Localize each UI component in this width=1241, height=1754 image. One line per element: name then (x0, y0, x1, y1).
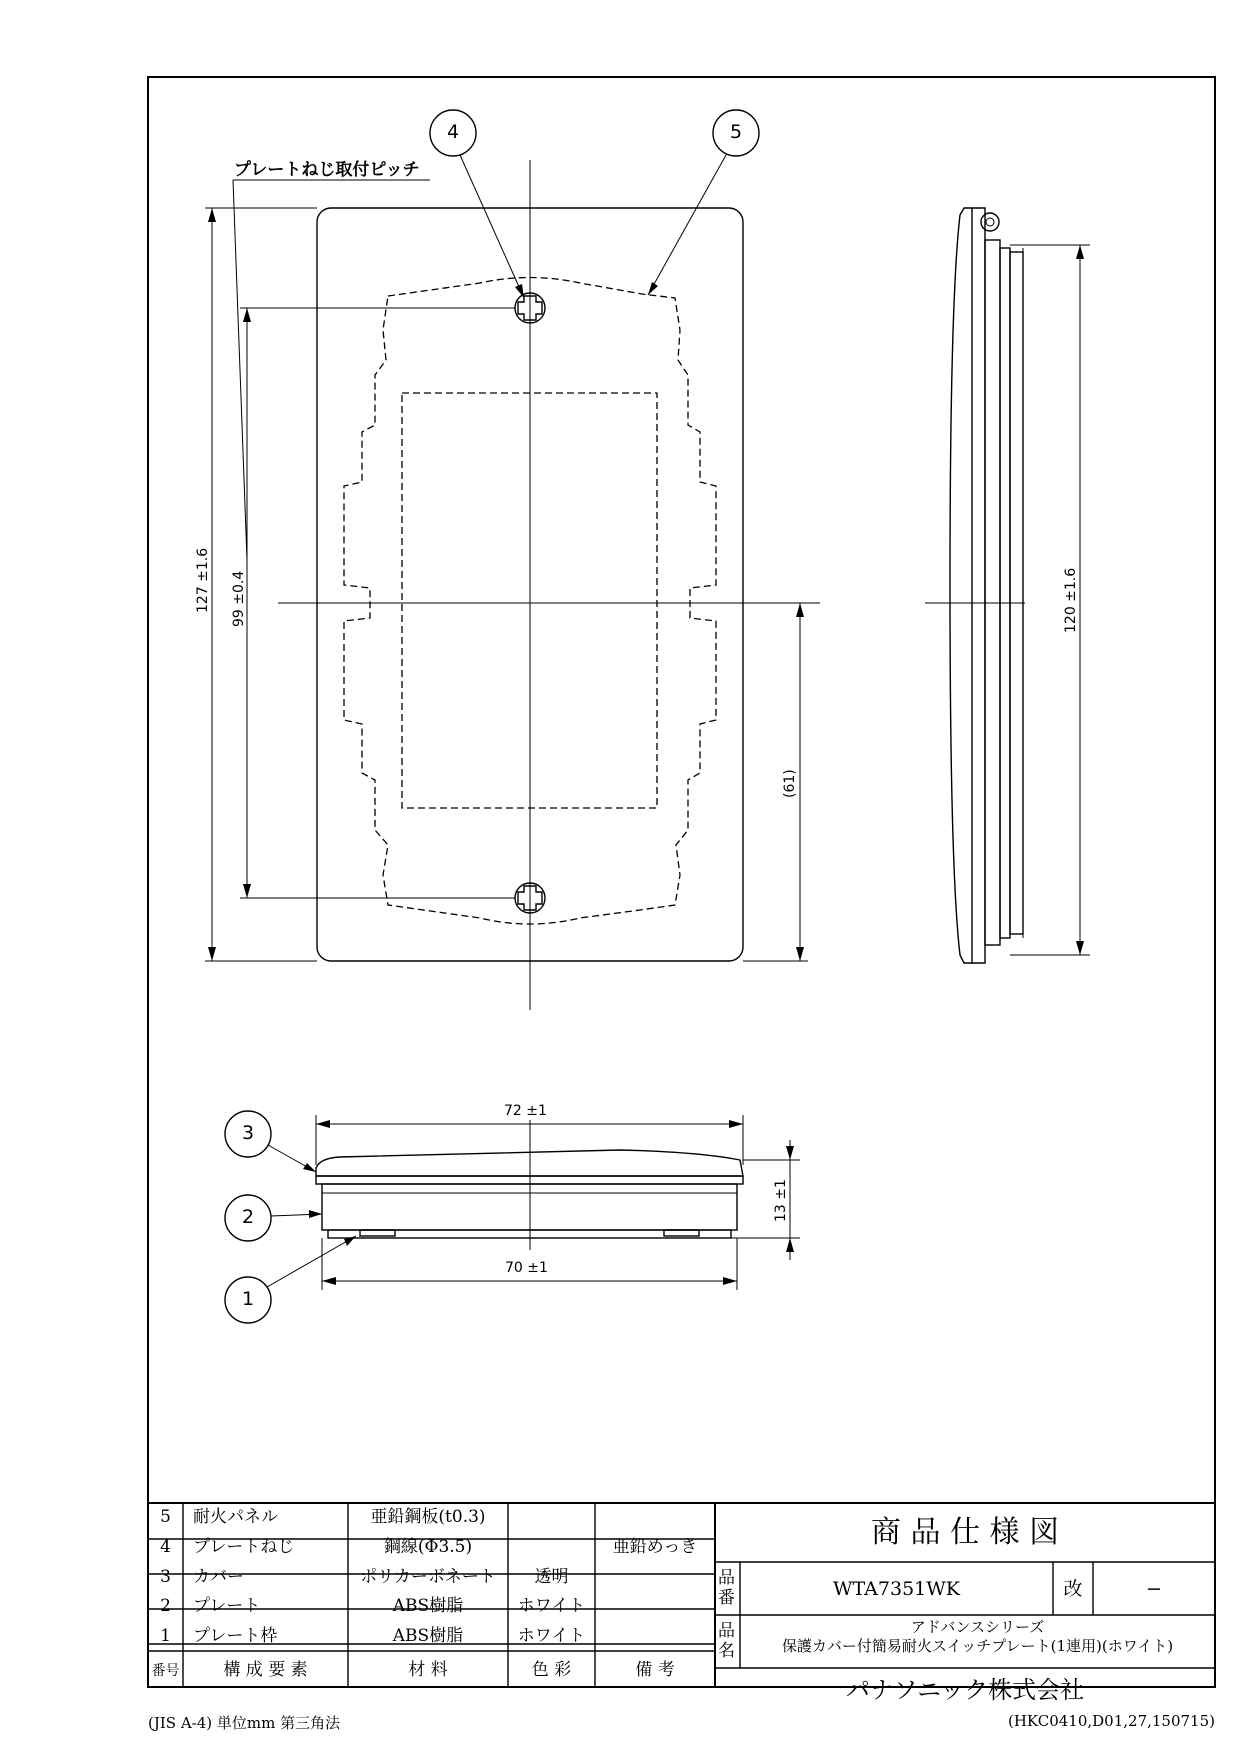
dim-width-70: 70 ±1 (505, 1260, 548, 1276)
pitch-label: プレートねじ取付ピッチ (234, 160, 420, 180)
row2-material: ABS樹脂 (392, 1596, 464, 1617)
row4-material: 鋼線(Φ3.5) (383, 1536, 473, 1557)
row1-color: ホワイト (517, 1625, 586, 1646)
callout-5-number: 5 (729, 121, 743, 143)
footer-left: (JIS A-4) 単位mm 第三角法 (148, 1714, 341, 1732)
drawing-frame (148, 77, 1215, 1687)
dim-side-120: 120 ±1.6 (1063, 567, 1079, 633)
footer-right: (HKC0410,D01,27,150715) (1007, 1712, 1215, 1730)
row4-no: 4 (160, 1536, 171, 1557)
dim-thick-13: 13 ±1 (773, 1179, 789, 1222)
dim-pitch-99: 99 ±0.4 (231, 570, 247, 627)
product-name-label: 品名 (718, 1621, 735, 1661)
hinge-icon (981, 213, 999, 231)
row4-note: 亜鉛めっき (612, 1536, 698, 1557)
product-name: 保護カバー付簡易耐火スイッチプレート(1連用)(ホワイト) (781, 1637, 1174, 1655)
row3-color: 透明 (534, 1566, 569, 1587)
row2-name: プレート (193, 1596, 261, 1617)
revision-value: − (1146, 1578, 1162, 1600)
header-note: 備 考 (635, 1660, 675, 1680)
dim-width-72: 72 ±1 (504, 1103, 547, 1119)
bottom-view (316, 1115, 800, 1290)
row4-name: プレートねじ (193, 1536, 295, 1557)
drawing-title: 商 品 仕 様 図 (870, 1515, 1060, 1550)
callout-4-number: 4 (446, 121, 460, 143)
part-number: WTA7351WK (833, 1578, 960, 1600)
row1-no: 1 (160, 1625, 171, 1646)
row3-no: 3 (160, 1566, 171, 1587)
front-view (205, 160, 820, 1010)
company-name: パナソニック株式会社 (845, 1676, 1085, 1704)
revision-label: 改 (1063, 1578, 1083, 1600)
header-color: 色 彩 (531, 1660, 572, 1680)
row1-material: ABS樹脂 (392, 1625, 464, 1646)
dim-height-127: 127 ±1.6 (195, 547, 211, 613)
callout-2-number: 2 (241, 1206, 255, 1228)
row3-name: カバー (193, 1566, 244, 1587)
callout-1-number: 1 (241, 1288, 255, 1310)
row2-no: 2 (160, 1596, 171, 1617)
part-no-label: 品番 (718, 1568, 735, 1608)
callout-3-number: 3 (241, 1122, 255, 1144)
dim-ref-61: (61) (782, 769, 798, 798)
row2-color: ホワイト (517, 1596, 586, 1617)
row5-no: 5 (160, 1507, 171, 1528)
row3-material: ポリカーボネート (360, 1566, 496, 1587)
row5-material: 亜鉛鋼板(t0.3) (370, 1507, 486, 1528)
row5-name: 耐火パネル (193, 1507, 278, 1528)
header-name: 構 成 要 素 (223, 1660, 308, 1680)
row1-name: プレート枠 (193, 1625, 278, 1646)
product-series: アドバンスシリーズ (910, 1618, 1045, 1636)
header-no: 番号 (151, 1663, 180, 1679)
header-material: 材 料 (408, 1660, 448, 1680)
